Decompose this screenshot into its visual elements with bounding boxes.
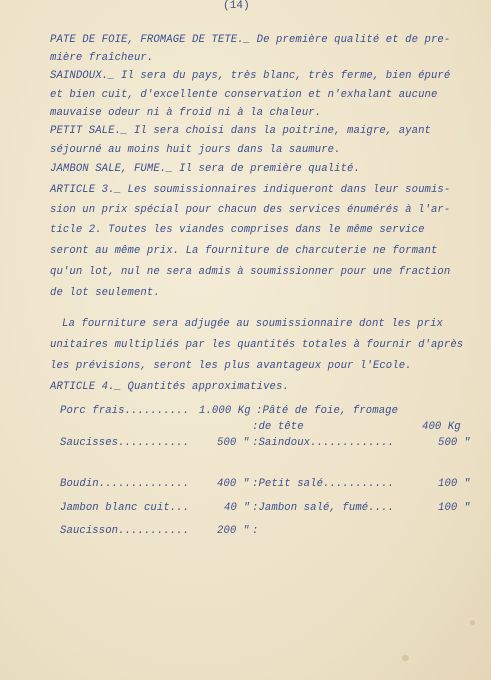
qty-left-label: Jambon blanc cuit... — [60, 502, 190, 514]
article-3-line-3: ticle 2. Toutes les viandes comprises dans le même service — [50, 224, 425, 236]
article-3-line-4: seront au même prix. La fourniture de charcuterie ne formant — [50, 245, 438, 257]
paper-stain — [402, 655, 409, 661]
qty-left-value: 1.000 Kg — [199, 405, 251, 417]
saindoux-line-2: et bien cuit, d'excellente conservation et n'exhalant aucune — [50, 89, 438, 101]
qty-right-value: 400 Kg — [422, 421, 461, 433]
qty-left-label: Saucisson........... — [60, 525, 190, 537]
adjudication-line-3: les prévisions, seront les plus avantageux pour l'Ecole. — [50, 360, 412, 372]
qty-right-label: :Jambon salé, fumé.... — [252, 502, 395, 514]
article-4-line: ARTICLE 4._ Quantités approximatives. — [50, 381, 289, 393]
qty-right-value: 100 " — [438, 478, 471, 490]
saindoux-line-1: SAINDOUX._ Il sera du pays, très blanc, très ferme, bien épuré — [50, 70, 451, 82]
qty-left-label: Boudin.............. — [60, 478, 190, 490]
paper-stain — [470, 620, 475, 625]
petit-sale-line-2: séjourné au moins huit jours dans la saumure. — [50, 144, 341, 156]
jambon-line: JAMBON SALE, FUME._ Il sera de première qualité. — [50, 163, 360, 175]
pate-line-2: mière fraîcheur. — [50, 52, 154, 64]
article-3-line-6: de lot seulement. — [50, 287, 160, 299]
qty-right-value: 100 " — [438, 502, 471, 514]
petit-sale-line-1: PETIT SALE._ Il sera choisi dans la poitrine, maigre, ayant — [50, 125, 431, 137]
qty-right-label: :Saindoux............. — [252, 437, 395, 449]
qty-right-label: : — [252, 525, 259, 537]
qty-left-value: 200 " — [217, 525, 250, 537]
article-3-line-5: qu'un lot, nul ne sera admis à soumissionner pour une fraction — [50, 266, 451, 278]
adjudication-line-2: unitaires multipliés par les quantités totales à fournir d'après — [50, 339, 464, 351]
qty-right-label: :Petit salé........... — [252, 478, 395, 490]
qty-left-label: Porc frais.......... — [60, 405, 190, 417]
qty-left-value: 40 " — [224, 502, 250, 514]
adjudication-line-1: La fourniture sera adjugée au soumissionnaire dont les prix — [62, 318, 443, 330]
qty-right-label: :Pâté de foie, fromage — [256, 405, 399, 417]
qty-right-value: 500 " — [438, 437, 471, 449]
saindoux-line-3: mauvaise odeur ni à froid ni à la chaleur. — [50, 107, 322, 119]
article-3-line-2: sion un prix spécial pour chacun des services énumérés à l'ar- — [50, 204, 451, 216]
qty-right-label: :de tête — [252, 421, 304, 433]
article-3-line-1: ARTICLE 3._ Les soumissionnaires indiqueront dans leur soumis- — [50, 184, 451, 196]
page-number: (14) — [223, 0, 250, 12]
qty-left-label: Saucisses........... — [60, 437, 190, 449]
qty-left-value: 400 " — [217, 478, 250, 490]
qty-left-value: 500 " — [217, 437, 250, 449]
pate-line-1: PATE DE FOIE, FROMAGE DE TETE._ De première qualité et de pre- — [50, 34, 451, 46]
